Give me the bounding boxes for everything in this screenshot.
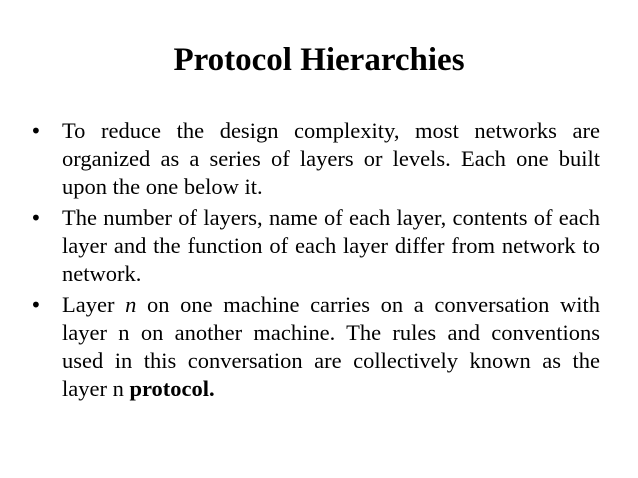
bullet-icon: • <box>30 206 42 230</box>
bullet-item <box>30 291 600 403</box>
bullet-item <box>30 117 600 201</box>
bold-keyword: protocol. <box>129 376 215 401</box>
bullet-list <box>30 117 600 406</box>
bullet-icon: • <box>30 119 42 143</box>
bullet-icon: • <box>30 293 42 317</box>
bullet-text: To reduce the design complexity, most networks are organized as a series of layers or levels. Each one built upon the one below it. <box>62 118 600 199</box>
italic-variable: n <box>125 292 137 317</box>
bullet-text-segment: Layer <box>62 292 126 317</box>
bullet-item <box>30 204 600 288</box>
bullet-text-segment: on one machine carries on a conversation with layer n on another machine. The rules and conventions used in this conversation are collectively known as the layer n <box>62 292 600 401</box>
slide-title: Protocol Hierarchies <box>173 42 465 78</box>
bullet-text <box>62 291 600 403</box>
bullet-text: The number of layers, name of each layer, contents of each layer and the function of each layer differ from network to network. <box>62 205 600 286</box>
